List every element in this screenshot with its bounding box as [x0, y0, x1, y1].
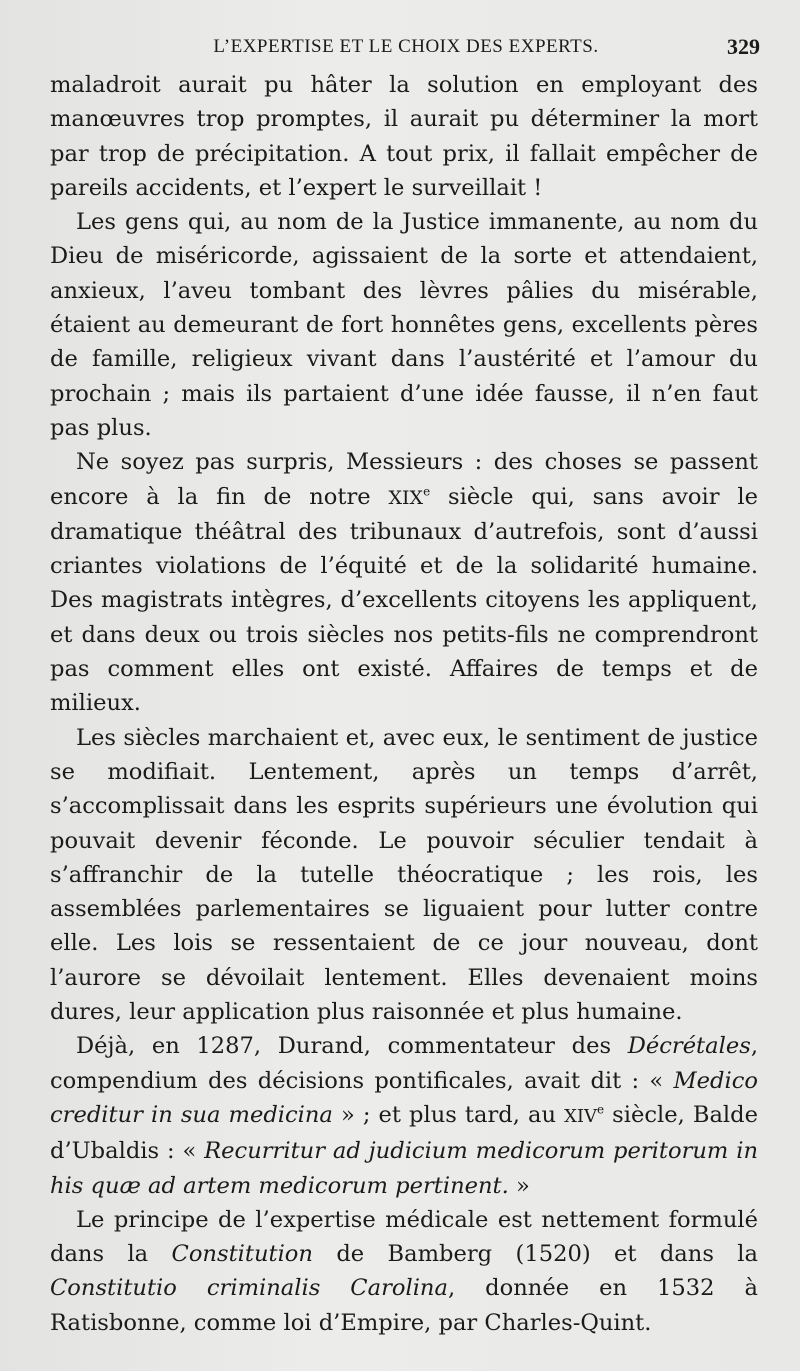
century-numeral: XIX [388, 486, 424, 509]
title-carolina: Constitutio criminalis Carolina [50, 1275, 448, 1302]
latin-quote-1: Medico creditur in sua medicina [50, 1067, 758, 1128]
latin-quote-2: Recurritur ad judicium medicorum peritorum in his quæ ad artem medicorum pertinent. [50, 1138, 758, 1199]
century-superscript: e [423, 484, 431, 499]
paragraph-6-text-a: Le principe de l’expertise médicale est nettement formulé dans la [50, 1206, 758, 1268]
paragraph-3-text-b: siècle qui, sans avoir le dramatique théâtral des tribunaux d’autrefois, sont d’aussi criantes violations de l’équité et de la solidarité humaine. Des magistrats intègres, d’excellents citoyens les appliquent, et dans deux ou trois siècles nos petits-fils ne comprendront pas comment elles ont existé. Affaires de temps et de milieux. [50, 483, 758, 717]
paragraph-4: Les siècles marchaient et, avec eux, le sentiment de justice se modifiait. Lentement, après un temps d’arrêt, s’accomplissait dans les esprits supérieurs une évolution qui pouvait devenir féconde. Le pouvoir séculier tendait à s’affranchir de la tutelle théocratique ; les rois, les assemblées parlementaires se liguaient pour lutter contre elle. Les lois se ressentaient de ce jour nouveau, dont l’aurore se dévoilait lentement. Elles devenaient moins dures, leur application plus raisonnée et plus humaine. [50, 724, 758, 1026]
page-header [52, 30, 760, 66]
title-constitution: Constitution [171, 1241, 313, 1268]
paragraph-5-text-c: » ; et plus tard, au [332, 1101, 565, 1128]
paragraph-6-text-c: , donnée en 1532 à Ratisbonne, comme loi d’Empire, par Charles-Quint. [50, 1275, 758, 1336]
paragraph-5-text-d: siècle, Balde d’Ubaldis : « [50, 1101, 758, 1165]
paragraph-1: maladroit aurait pu hâter la solution en employant des manœuvres trop promptes, il aurait pu déterminer la mort par trop de précipitation. A tout prix, il fallait empêcher de pareils accidents, et l’expert le surveillait ! [50, 72, 758, 201]
body-text [50, 68, 758, 1340]
century-superscript: e [597, 1102, 605, 1117]
title-decretales: Décrétales [627, 1033, 751, 1060]
century-numeral: XIV [564, 1105, 597, 1127]
paragraph-5 [50, 1029, 758, 1202]
paragraph-2: Les gens qui, au nom de la Justice immanente, au nom du Dieu de miséricorde, agissaient de la sorte et attendaient, anxieux, l’aveu tombant des lèvres pâlies du misérable, étaient au demeurant de fort honnêtes gens, excellents pères de famille, religieux vivant dans l’austérité et l’amour du prochain ; mais ils partaient d’une idée fausse, il n’en faut pas plus. [50, 209, 758, 441]
paragraph-5-text-a: Déjà, en 1287, Durand, commentateur des [76, 1033, 628, 1060]
paragraph-6-text-b: de Bamberg (1520) et dans la [312, 1241, 758, 1268]
paragraph-3-text-a: Ne soyez pas surpris, Messieurs : des choses se passent encore à la fin de notre [50, 449, 758, 510]
paragraph-3 [50, 445, 758, 720]
paragraph-5-text-e: » [508, 1172, 530, 1199]
paragraph-6 [50, 1203, 758, 1340]
page-number: 329 [727, 34, 760, 59]
running-title: L’EXPERTISE ET LE CHOIX DES EXPERTS. [213, 36, 599, 57]
paragraph-5-text-b: , compendium des décisions pontificales, avait dit : « [50, 1033, 758, 1094]
